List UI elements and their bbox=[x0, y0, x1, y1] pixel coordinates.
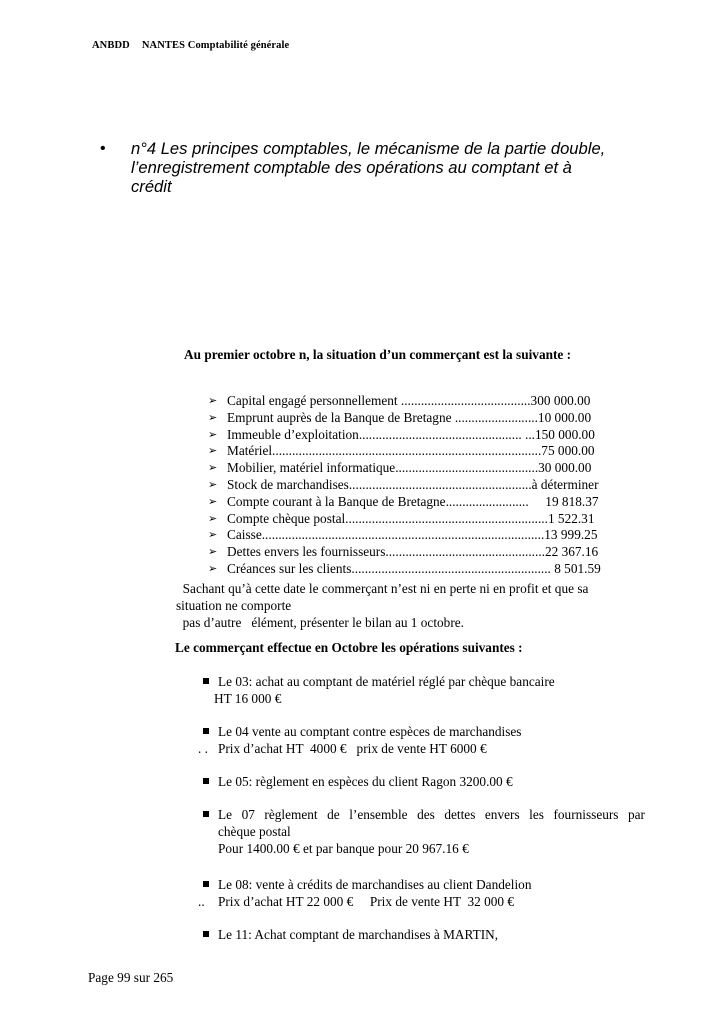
operation-item: Le 11: Achat comptant de marchandises à MARTIN, bbox=[200, 926, 645, 943]
arrow-bullet-icon: ➢ bbox=[208, 461, 218, 475]
title-line-2: l’enregistrement comptable des opérations au comptant et à bbox=[131, 158, 572, 177]
square-bullet-icon bbox=[203, 778, 209, 784]
situation-intro: Au premier octobre n, la situation d’un commerçant est la suivante : bbox=[184, 347, 572, 362]
list-item: ➢ Créances sur les clients............................................................ 8 501.59 bbox=[208, 560, 601, 576]
arrow-bullet-icon: ➢ bbox=[208, 427, 218, 441]
page-number: Page 99 sur 265 bbox=[88, 970, 174, 985]
arrow-bullet-icon: ➢ bbox=[208, 545, 218, 559]
square-bullet-icon bbox=[203, 881, 209, 887]
operation-item: Le 08: vente à crédits de marchandises au client Dandelion .. Prix d’achat HT 22 000 € Prix de vente HT 32 000 € bbox=[198, 877, 532, 909]
arrow-bullet-icon: ➢ bbox=[208, 394, 218, 407]
square-bullet-icon bbox=[203, 811, 209, 817]
square-bullet-icon bbox=[203, 931, 209, 937]
list-item: ➢ Immeuble d’exploitation................................................. ...150 000.00 bbox=[208, 426, 595, 442]
operations-heading: Le commerçant effectue en Octobre les opérations suivantes : bbox=[175, 640, 523, 655]
list-item: ➢ Capital engagé personnellement .......................................300 000.00 bbox=[208, 393, 591, 408]
title-line-1: n°4 Les principes comptables, le mécanisme de la partie double, bbox=[131, 139, 606, 158]
list-item: ➢ Mobilier, matériel informatique...........................................30 000.00 bbox=[208, 460, 592, 476]
balance-items-list bbox=[208, 393, 638, 578]
operation-item: Le 07 règlement de l’ensemble des dettes envers les fournisseurs par chèque postal Pour 1400.00 € et par banque pour 20 967.16 € bbox=[200, 806, 645, 857]
list-item: ➢ Dettes envers les fournisseurs................................................22 367.16 bbox=[208, 544, 599, 560]
arrow-bullet-icon: ➢ bbox=[208, 494, 218, 508]
paragraph-line-3: pas d’autre élément, présenter le bilan au 1 octobre. bbox=[176, 615, 464, 630]
list-item: ➢ Stock de marchandises.......................................................à déterminer bbox=[208, 476, 599, 492]
arrow-bullet-icon: ➢ bbox=[208, 561, 218, 575]
arrow-bullet-icon: ➢ bbox=[208, 410, 218, 424]
list-item: ➢ Compte courant à la Banque de Bretagne......................... 19 818.37 bbox=[208, 493, 599, 509]
title-bullet-icon: • bbox=[100, 140, 106, 157]
operation-item: Le 05: règlement en espèces du client Ragon 3200.00 € bbox=[200, 773, 645, 790]
list-item: ➢ Emprunt auprès de la Banque de Bretagne .........................10 000.00 bbox=[208, 409, 592, 425]
instruction-paragraph bbox=[176, 580, 636, 631]
square-bullet-icon bbox=[203, 678, 209, 684]
paragraph-line-1: Sachant qu’à cette date le commerçant n’est ni en perte ni en profit et que sa bbox=[176, 581, 589, 596]
title-line-3: crédit bbox=[131, 177, 172, 196]
list-item: ➢ Caisse.....................................................................................13 999.25 bbox=[208, 527, 598, 543]
list-item: ➢ Matériel.................................................................................75 000.00 bbox=[208, 443, 595, 459]
square-bullet-icon bbox=[203, 728, 209, 734]
list-item: ➢ Compte chèque postal.............................................................1 522.31 bbox=[208, 510, 595, 526]
page-header bbox=[92, 40, 289, 51]
exercise-title bbox=[100, 139, 645, 196]
header-left: ANBDD bbox=[92, 40, 130, 51]
header-right: NANTES Comptabilité générale bbox=[141, 40, 290, 51]
arrow-bullet-icon: ➢ bbox=[208, 444, 218, 458]
operation-item: Le 04 vente au comptant contre espèces de marchandises . . Prix d’achat HT 4000 € prix de vente HT 6000 € bbox=[198, 724, 522, 756]
arrow-bullet-icon: ➢ bbox=[208, 477, 218, 491]
arrow-bullet-icon: ➢ bbox=[208, 511, 218, 525]
operation-item: Le 03: achat au comptant de matériel réglé par chèque bancaire HT 16 000 € bbox=[200, 673, 645, 707]
arrow-bullet-icon: ➢ bbox=[208, 528, 218, 542]
paragraph-line-2: situation ne comporte bbox=[176, 598, 292, 613]
